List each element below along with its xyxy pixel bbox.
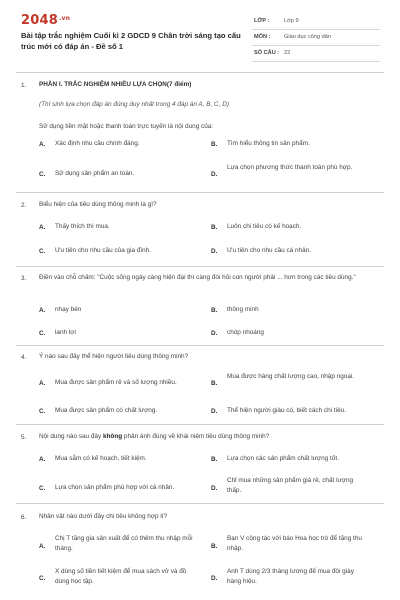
question-divider bbox=[16, 192, 384, 193]
question-text: Sử dụng tiền mặt hoặc thanh toán trực tuyến là nội dung của: bbox=[39, 123, 214, 130]
info-row-question-count bbox=[252, 46, 380, 62]
option-text[interactable]: Xác định nhu cầu chính đáng. bbox=[55, 140, 140, 147]
section-title: PHẦN I. TRẮC NGHIỆM NHIỀU LỰA CHỌN(7 điểm) bbox=[39, 81, 192, 88]
option-text[interactable]: Thể hiện người giàu có, biết cách chi tiêu. bbox=[227, 407, 346, 414]
option-text[interactable]: Lựa chọn phương thức thanh toán phù hợp. bbox=[227, 164, 353, 171]
option-text[interactable]: Thấy thích thì mua. bbox=[55, 223, 110, 230]
option-text[interactable]: Mua được hàng chất lượng cao, nhập ngoại. bbox=[227, 373, 355, 380]
option-label[interactable]: A. bbox=[39, 141, 46, 148]
option-label[interactable]: C. bbox=[39, 248, 46, 255]
option-text[interactable]: Luôn chi tiêu có kế hoạch. bbox=[227, 223, 302, 230]
option-text[interactable]: Chị T tăng gia sản xuất để có thêm thu nhập mỗi tháng. bbox=[55, 535, 193, 552]
option-text[interactable]: Sử dụng sản phẩm an toàn. bbox=[55, 170, 135, 177]
site-logo[interactable] bbox=[21, 13, 70, 28]
option-text[interactable]: Lựa chọn các sản phẩm chất lượng tốt. bbox=[227, 455, 339, 462]
option-text[interactable]: Bạn V cộng tác với báo Hoa học trò để tăng thu nhập. bbox=[227, 535, 362, 552]
question-number: 4. bbox=[21, 354, 27, 361]
option-text[interactable]: thông minh bbox=[227, 306, 259, 313]
option-text[interactable]: Chỉ mua những sản phẩm giá rẻ, chất lượng thấp. bbox=[227, 477, 354, 494]
question-text-after: phản ánh đúng về khái niệm tiêu dùng thông minh? bbox=[122, 433, 270, 440]
option-text[interactable]: Mua sắm có kế hoạch, tiết kiệm. bbox=[55, 455, 147, 462]
option-label[interactable]: A. bbox=[39, 543, 46, 550]
question-text: Nhân vật nào dưới đây chi tiêu không hợp lí? bbox=[39, 513, 168, 520]
question-text: Ý nào sau đây thể hiện người tiêu dùng thông minh? bbox=[39, 353, 189, 360]
section-number: 1. bbox=[21, 82, 27, 89]
document-info-box bbox=[252, 14, 380, 62]
option-label[interactable]: C. bbox=[39, 171, 46, 178]
question-divider bbox=[16, 424, 384, 425]
question-divider bbox=[16, 345, 384, 346]
option-label[interactable]: A. bbox=[39, 456, 46, 463]
option-text[interactable]: nhạy bén bbox=[55, 306, 82, 313]
option-label[interactable]: C. bbox=[39, 408, 46, 415]
option-text[interactable]: Ưu tiên cho nhu cầu của gia đình. bbox=[55, 247, 152, 254]
option-label[interactable]: A. bbox=[39, 307, 46, 314]
header-divider bbox=[16, 72, 384, 73]
question-text bbox=[39, 432, 379, 442]
info-row-class bbox=[252, 14, 380, 30]
info-value: Giáo dục công dân bbox=[284, 34, 331, 40]
info-key: MÔN : bbox=[254, 34, 271, 40]
option-text[interactable]: Tìm hiểu thông tin sản phẩm. bbox=[227, 140, 310, 147]
option-label[interactable]: B. bbox=[211, 380, 218, 387]
option-label[interactable]: D. bbox=[211, 248, 218, 255]
option-label[interactable]: A. bbox=[39, 380, 46, 387]
option-label[interactable]: B. bbox=[211, 456, 218, 463]
option-label[interactable]: D. bbox=[211, 408, 218, 415]
logo-main: 2048 bbox=[21, 13, 58, 28]
option-label[interactable]: C. bbox=[39, 330, 46, 337]
option-text[interactable]: Lựa chọn sản phẩm phù hợp với cá nhân. bbox=[55, 484, 175, 491]
option-label[interactable]: D. bbox=[211, 330, 218, 337]
option-label[interactable]: D. bbox=[211, 485, 218, 492]
section-instruction: (Thí sinh lựa chọn đáp án đúng duy nhất trong 4 đáp án A, B, C, D) bbox=[39, 101, 229, 108]
logo-suffix: .vn bbox=[58, 15, 71, 22]
question-divider bbox=[16, 503, 384, 504]
question-text-before: Nội dung nào sau đây bbox=[39, 433, 103, 440]
option-label[interactable]: B. bbox=[211, 224, 218, 231]
question-divider bbox=[16, 266, 384, 267]
option-text[interactable]: Mua được sản phẩm có chất lượng. bbox=[55, 407, 158, 414]
info-key: SỐ CÂU : bbox=[254, 50, 280, 56]
option-label[interactable]: D. bbox=[211, 171, 218, 178]
option-label[interactable]: B. bbox=[211, 141, 218, 148]
question-number: 5. bbox=[21, 434, 27, 441]
question-number: 6. bbox=[21, 514, 27, 521]
option-label[interactable]: C. bbox=[39, 485, 46, 492]
document-title: Bài tập trắc nghiệm Cuối kì 2 GDCD 9 Chân trời sáng tạo cấu trúc mới có đáp án - Đề số 1 bbox=[21, 31, 241, 51]
option-text[interactable]: lanh lợi bbox=[55, 329, 76, 336]
option-text[interactable]: Ưu tiên cho nhu cầu cá nhân. bbox=[227, 247, 311, 254]
info-value: 22 bbox=[284, 50, 291, 56]
option-text[interactable]: chóp nhoáng bbox=[227, 329, 264, 336]
info-key: LỚP : bbox=[254, 18, 270, 24]
option-text[interactable]: X dùng số tiền tiết kiệm để mua sách vở và đồ dùng học tập. bbox=[55, 568, 187, 585]
option-label[interactable]: B. bbox=[211, 307, 218, 314]
option-label[interactable]: D. bbox=[211, 575, 218, 582]
question-number: 2. bbox=[21, 202, 27, 209]
info-row-subject bbox=[252, 30, 380, 46]
option-text[interactable]: Mua được sản phẩm rẻ và số lượng nhiều. bbox=[55, 379, 177, 386]
info-value: Lớp 9 bbox=[284, 18, 299, 24]
question-number: 3. bbox=[21, 275, 27, 282]
question-text: Điền vào chỗ chấm: "Cuộc sống ngày càng hiện đại thì càng đòi hỏi con người phải ... hơn trong các tiêu dùng." bbox=[39, 274, 356, 281]
option-label[interactable]: C. bbox=[39, 575, 46, 582]
option-text[interactable]: Anh T dùng 2/3 tháng lương để mua đôi giày hàng hiệu. bbox=[227, 568, 354, 585]
option-label[interactable]: B. bbox=[211, 543, 218, 550]
document-header bbox=[0, 0, 400, 68]
option-label[interactable]: A. bbox=[39, 224, 46, 231]
question-emphasis: không bbox=[102, 433, 123, 440]
question-text: Biểu hiện của tiêu dùng thông minh là gì? bbox=[39, 201, 157, 208]
